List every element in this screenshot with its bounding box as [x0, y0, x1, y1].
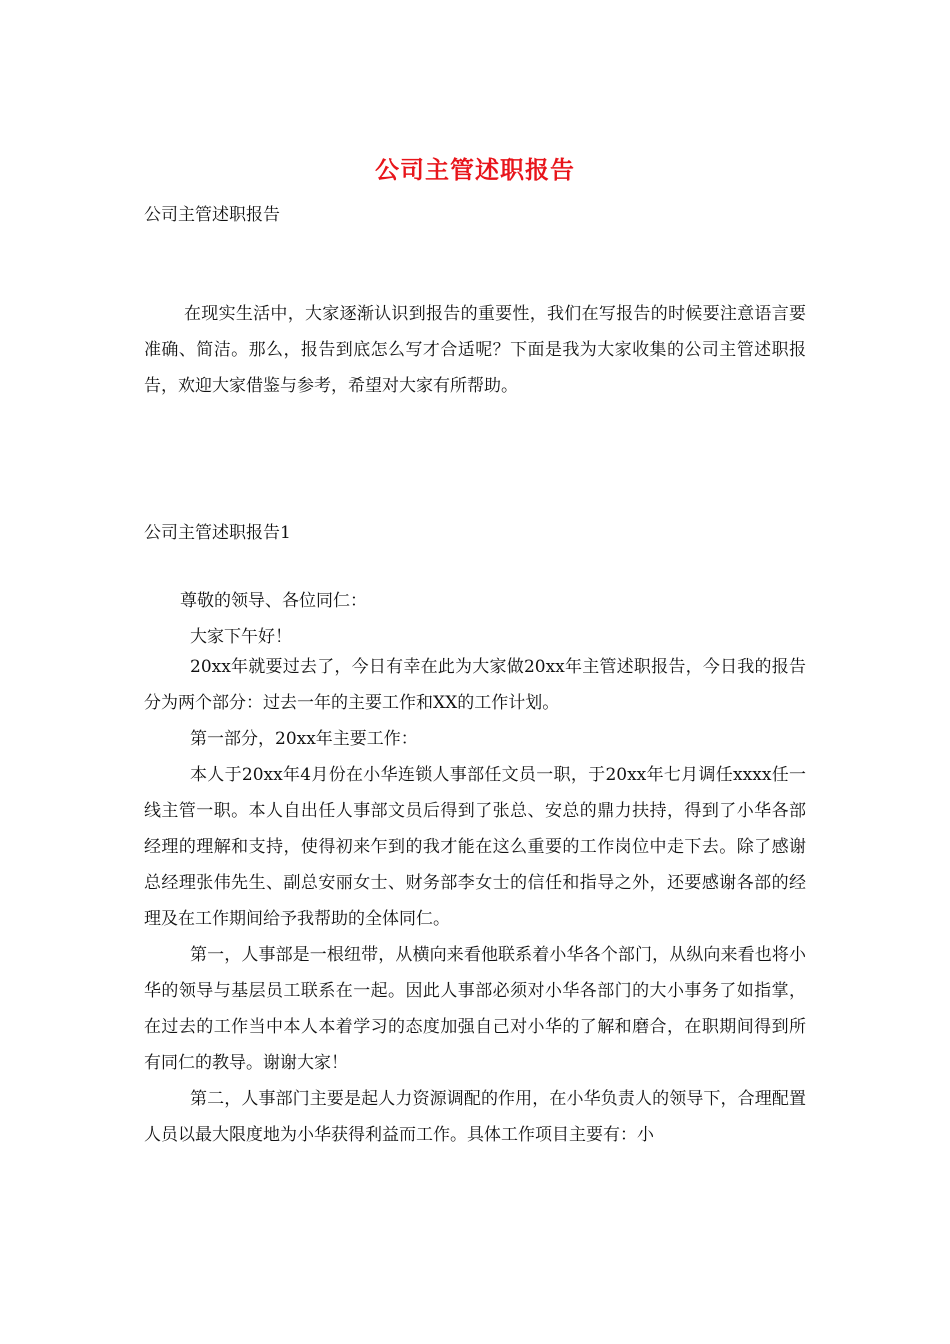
document-subtitle: 公司主管述职报告	[144, 205, 280, 225]
salutation: 尊敬的领导、各位同仁：	[180, 591, 367, 611]
body-paragraph: 20xx年就要过去了，今日有幸在此为大家做20xx年主管述职报告，今日我的报告分为两个部分：过去一年的主要工作和XX的工作计划。	[144, 657, 806, 713]
report-body	[144, 649, 806, 1153]
greeting: 大家下午好！	[190, 627, 292, 647]
section-heading: 公司主管述职报告1	[144, 523, 291, 543]
body-paragraph: 本人于20xx年4月份在小华连锁人事部任文员一职，于20xx年七月调任xxxx任一线主管一职。本人自出任人事部文员后得到了张总、安总的鼎力扶持，得到了小华各部经理的理解和支持，使得初来乍到的我才能在这么重要的工作岗位中走下去。除了感谢总经理张伟先生、副总安丽女士、财务部李女士的信任和指导之外，还要感谢各部的经理及在工作期间给予我帮助的全体同仁。	[144, 765, 806, 929]
document-title: 公司主管述职报告	[375, 155, 575, 184]
body-paragraph: 第一，人事部是一根纽带，从横向来看他联系着小华各个部门，从纵向来看也将小华的领导与基层员工联系在一起。因此人事部必须对小华各部门的大小事务了如指掌，在过去的工作当中本人本着学习的态度加强自己对小华的了解和磨合，在职期间得到所有同仁的教导。谢谢大家！	[144, 945, 806, 1073]
intro-paragraph: 在现实生活中，大家逐渐认识到报告的重要性，我们在写报告的时候要注意语言要准确、简洁。那么，报告到底怎么写才合适呢？下面是我为大家收集的公司主管述职报告，欢迎大家借鉴与参考，希望对大家有所帮助。	[144, 304, 806, 396]
body-paragraph: 第二，人事部门主要是起人力资源调配的作用，在小华负责人的领导下，合理配置人员以最大限度地为小华获得利益而工作。具体工作项目主要有：小	[144, 1089, 806, 1145]
body-paragraph: 第一部分，20xx年主要工作：	[190, 729, 418, 749]
intro-section	[144, 296, 806, 404]
